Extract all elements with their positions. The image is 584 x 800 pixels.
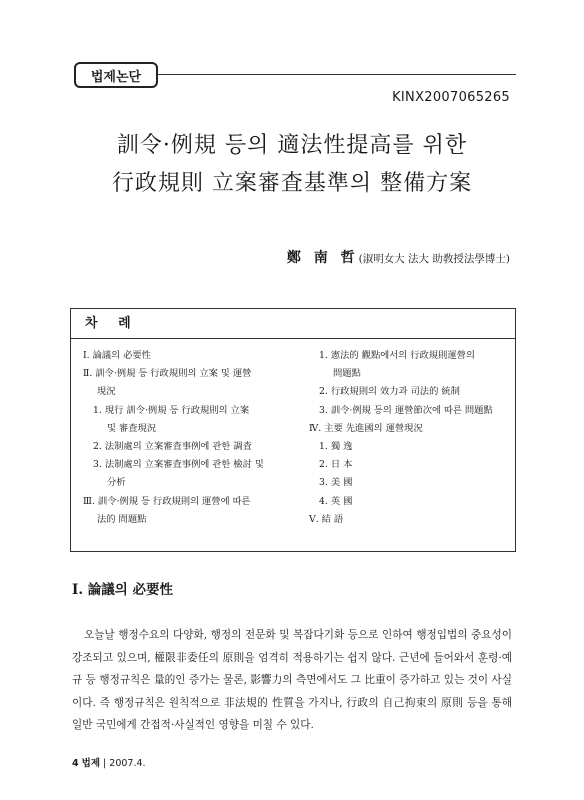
toc-item: Ⅰ. 論議의 必要性 (83, 350, 152, 361)
table-of-contents (70, 308, 516, 552)
title-line-2: 行政規則 立案審査基準의 整備方案 (111, 171, 473, 196)
toc-left-column (83, 347, 293, 529)
section-heading: Ⅰ. 論議의 必要性 (72, 582, 173, 598)
toc-item: 分析 (107, 477, 126, 489)
toc-item: 3. 法制處의 立案審査事例에 관한 檢討 및 (93, 459, 264, 471)
author-name: 鄭 南 哲 (286, 250, 359, 266)
toc-item: 法的 問題點 (97, 513, 147, 525)
toc-item: 및 審査現況 (107, 422, 157, 434)
page-number: 4 (72, 758, 79, 769)
toc-item: Ⅴ. 結 語 (309, 513, 344, 525)
toc-item: Ⅱ. 訓令·例規 등 行政規則의 立案 및 運營 (83, 368, 252, 380)
title-line-1: 訓令·例規 등의 適法性提高를 위한 (116, 133, 468, 158)
toc-item: 1. 憲法的 觀點에서의 行政規則運營의 (319, 350, 475, 361)
author-affiliation: (淑明女大 法大 助敎授法學博士) (358, 253, 510, 265)
toc-item: 問題點 (333, 368, 361, 380)
header-rule (158, 74, 516, 75)
page-footer (72, 755, 146, 769)
toc-item: 現況 (97, 386, 116, 398)
toc-right-column (309, 347, 509, 529)
journal-name: 법제 (81, 758, 101, 769)
toc-item: 1. 現行 訓令·例規 등 行政規則의 立案 (93, 404, 250, 416)
issue-date: 2007.4. (109, 758, 146, 769)
toc-heading: 차 례 (71, 309, 515, 339)
toc-item: 3. 美 國 (319, 477, 353, 489)
author-block (287, 247, 510, 267)
body-paragraph: 오늘날 행정수요의 다양화, 행정의 전문화 및 복잡다기화 등으로 인하여 행정입법의 중요성이 강조되고 있으며, 權限非委任의 原則을 엄격히 적용하기는 쉽지 않다. 근년에 들어와서 훈령·예규 등 행정규칙은 量的인 증가는 물론, 影響力의 측면에서도 그 比重이 증가하고 있는 것이 사실이다. 즉 행정규칙은 원칙적으로 非法規的 性質을 가지나, 行政의 自己拘束의 原則 등을 통해 일반 국민에게 간접적·사실적인 영향을 미칠 수 있다. (72, 629, 512, 732)
toc-item: 2. 法制處의 立案審査事例에 관한 調査 (93, 441, 252, 453)
toc-item: Ⅲ. 訓令·例規 등 行政規則의 運營에 따른 (83, 495, 251, 507)
toc-item: 1. 獨 逸 (319, 441, 353, 453)
toc-item: 2. 日 本 (319, 459, 353, 471)
toc-item: 4. 英 國 (319, 495, 353, 507)
toc-item: Ⅳ. 主要 先進國의 運營現況 (309, 422, 423, 434)
toc-item: 3. 訓令·例規 등의 運營節次에 따른 問題點 (319, 404, 493, 416)
document-code: KINX2007065265 (392, 90, 510, 105)
footer-separator: | (103, 758, 107, 769)
category-tag: 법제논단 (74, 62, 158, 88)
toc-item: 2. 行政規則의 效力과 司法的 統制 (319, 386, 460, 398)
